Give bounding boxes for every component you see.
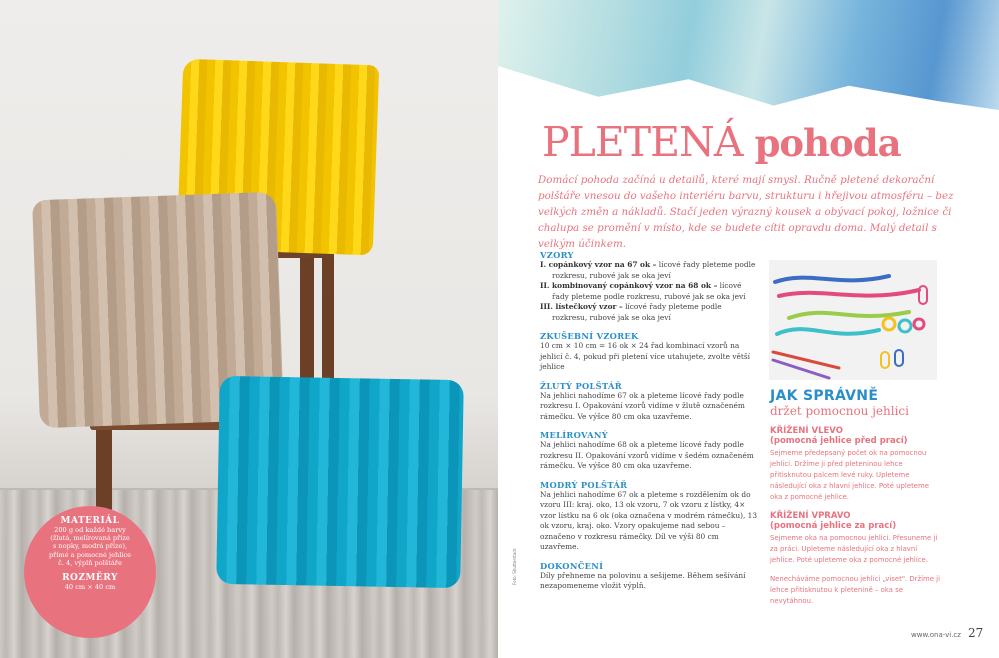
size-value: 40 cm × 40 cm [64, 583, 116, 592]
size-title: ROZMĚRY [62, 573, 118, 584]
text-page [498, 0, 999, 658]
section-heading-dokonceni: DOKONČENÍ [540, 560, 604, 571]
instructions-column [540, 250, 758, 600]
pattern-item: II. kombinovaný copánkový vzor na 68 ok – lícové řady pleteme podle rozkresu, rubové jak se oka jeví [540, 281, 746, 301]
left-cross-subheading: (pomocná jehlice před prací) [770, 436, 908, 446]
tips-sidebar [770, 388, 940, 615]
blue-leaf-pillow [216, 376, 464, 588]
page-number: 27 [968, 626, 984, 640]
material-line: (žlutá, melírovaná příze [50, 534, 130, 543]
section-heading-vzory: VZORY [540, 250, 574, 260]
right-cross-subheading: (pomocná jehlice za prací) [770, 521, 897, 531]
title-part-1: PLETENÁ [542, 118, 743, 166]
material-title: MATERIÁL [60, 516, 120, 526]
left-cross-text: Sejmeme předepsaný počet ok na pomocnou jehlici. Držíme ji před pleteninou lehce přitisknutou palcem levé ruky. Upleteme následující oka z hlavní jehlice. Poté upleteme oka z pomocné jehlice. [770, 449, 929, 501]
material-line: č. 4, výplň polštáře [58, 558, 122, 567]
cable-needles-illustration [769, 260, 937, 380]
pillows-photo [0, 0, 498, 658]
tips-note: Nenecháváme pomocnou jehlici „viset". Držíme ji lehce přitisknutou k pletenině – oka se nevytáhnou. [770, 575, 941, 605]
intro-paragraph: Domácí pohoda začíná u detailů, které mají smysl. Ručně pletené dekorační polštáře vnesou do vašeho interiéru barvu, strukturu i hřejivou atmosféru – bez velkých změn a nákladů. Stačí jeden výrazný kousek a obývací pokoj, ložnice či chalupa se promění v místo, kde se budete cítit opravdu doma. Malý detail s velkým účinkem. [538, 174, 954, 250]
section-heading-zluty: ŽLUTÝ POLŠTÁŘ [540, 380, 622, 391]
section-heading-zkusebni: ZKUŠEBNÍ VZOREK [540, 331, 639, 341]
tips-heading: JAK SPRÁVNĚ [770, 388, 879, 404]
section-heading-modry: MODRÝ POLŠTÁŘ [540, 479, 628, 490]
tips-subheading: držet pomocnou jehlici [770, 404, 909, 418]
article-title [542, 118, 901, 166]
section-text-melirovany: Na jehlici nahodíme 68 ok a pleteme lícové řady podle rozkresu II. Opakování vzorů vidíme v šedém označeném rámečku. Ve výšce 80 cm oka uzavřeme. [540, 440, 754, 470]
pattern-item: III. lístečkový vzor – lícové řady pleteme podle rozkresu, rubové jak se oka jeví [540, 302, 722, 322]
material-line: 200 g od každé barvy [54, 526, 126, 534]
material-badge [24, 506, 156, 638]
material-line: přímé a pomocné jehlice [48, 550, 132, 559]
pattern-item: I. copánkový vzor na 67 ok – lícové řady pleteme podle rozkresu, rubové jak se oka jeví [540, 260, 756, 280]
left-cross-heading: KŘÍŽENÍ VLEVO [770, 426, 843, 436]
watercolor-header [498, 0, 999, 110]
section-text-zluty: Na jehlici nahodíme 67 ok a pleteme lícové řady podle rozkresu I. Opakování vzorů vidíme v žlutě označeném rámečku. Ve výšce 80 cm oka uzavřeme. [540, 390, 745, 421]
photo-credit: Foto: Shutterstock [512, 548, 517, 585]
cable-needles-photo [769, 260, 937, 380]
section-text-zkusebni: 10 cm × 10 cm = 16 ok × 24 řad kombinací vzorů na jehlicí č. 4, pokud při pletení více utahujete, zvolte větší jehlice [540, 341, 751, 371]
section-text-modry: Na jehlici nahodíme 67 ok a pleteme s rozdělením ok do vzoru III: kraj. oko, 13 ok vzoru, 7 ok vzoru z lístky, 4× vzor lístku na 6 ok (oka označena v modrém rámečku), 13 ok vzoru, kraj. oko. Vzory opakujeme nad sebou – označeno v rozkresu rámečky. Díl ve výši 80 cm uzavřeme. [540, 489, 758, 551]
right-cross-text: Sejmeme oka na pomocnou jehlici. Přesuneme ji za práci. Upleteme následující oka z hlavní jehlice. Poté upleteme oka z pomocné jehlice. [770, 534, 938, 564]
right-cross-heading: KŘÍŽENÍ VPRAVO [770, 511, 851, 521]
title-part-2: pohoda [754, 121, 901, 165]
section-heading-melirovany: MELÍROVANÝ [540, 430, 608, 440]
section-text-dokonceni: Díly přehneme na polovinu a sešijeme. Během sešívání nezapomeneme vložit výplň. [540, 570, 746, 590]
material-line: s nopky, modrá příze), [52, 542, 128, 551]
website-url: www.ona-vi.cz [911, 631, 961, 639]
